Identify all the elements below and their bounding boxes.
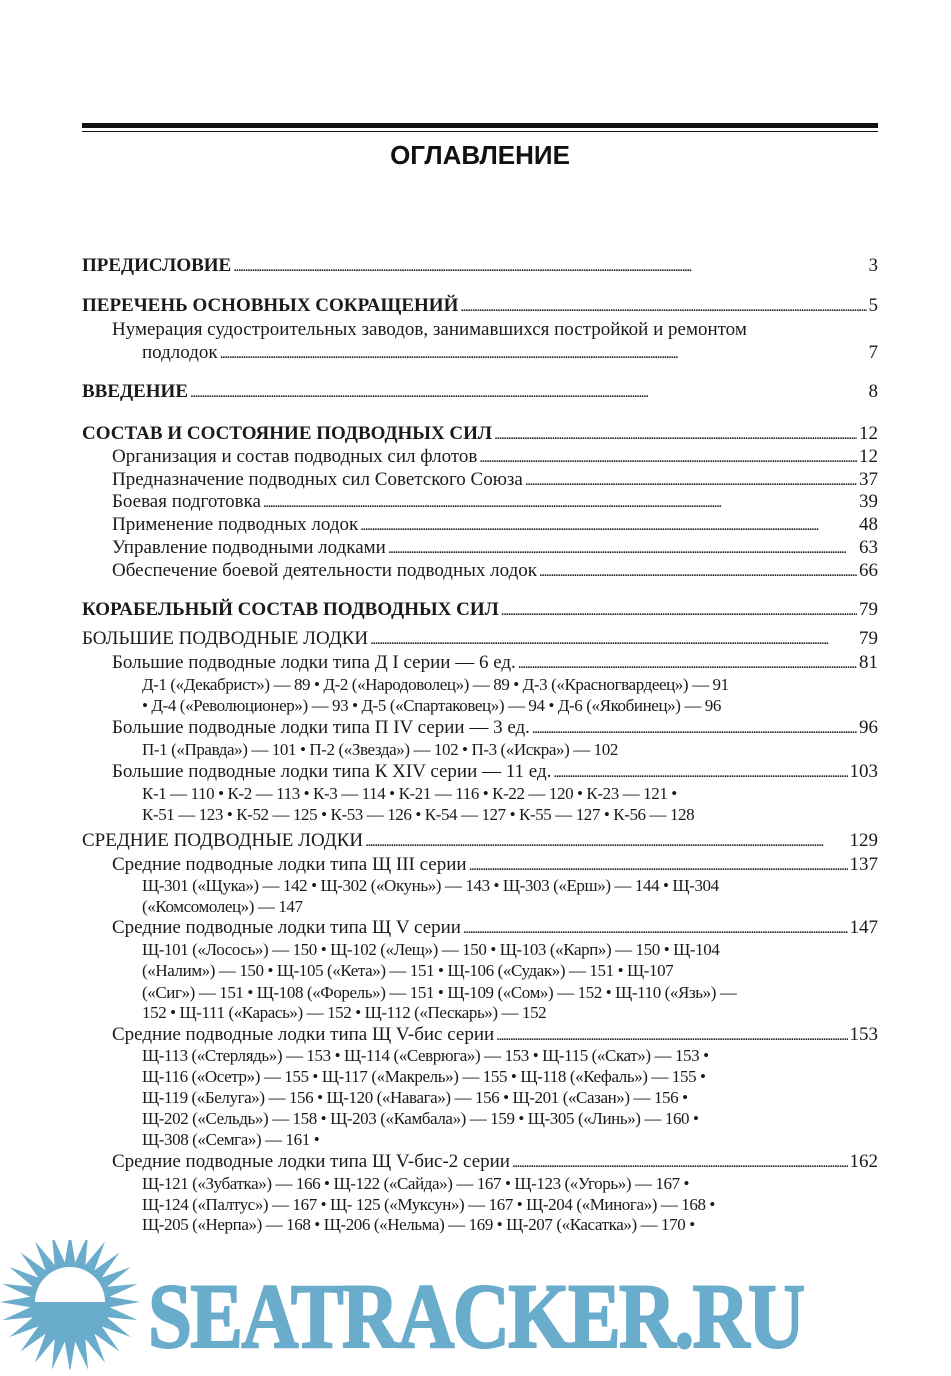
dot-leader <box>532 717 857 740</box>
toc-page-number: 8 <box>868 381 878 402</box>
toc-page-number: 129 <box>849 830 878 851</box>
toc-submarine-list-line <box>142 1066 878 1088</box>
toc-submarine-list-line <box>142 1002 878 1024</box>
toc-entry <box>112 319 878 341</box>
toc-entry-title: СРЕДНИЕ ПОДВОДНЫЕ ЛОДКИ <box>82 830 364 851</box>
toc-entry-title: Большие подводные лодки типа Д I серии — 6 ед. <box>112 652 516 673</box>
dot-leader <box>463 917 848 940</box>
toc-entry-title: («Налим») — 150 • Щ-105 («Кета») — 151 • Щ-106 («Судак») — 151 • Щ-107 <box>142 961 674 980</box>
toc-entry <box>82 830 878 852</box>
toc-entry-title: • Д-4 («Революционер») — 93 • Д-5 («Спартаковец») — 94 • Д-6 («Якобинец») — 96 <box>142 696 722 715</box>
toc-entry <box>112 514 878 536</box>
toc-entry-title: БОЛЬШИЕ ПОДВОДНЫЕ ЛОДКИ <box>82 628 369 649</box>
toc-entry <box>112 917 878 939</box>
toc-page-number: 79 <box>859 599 878 620</box>
toc-entry-title: Средние подводные лодки типа Щ V-бис серии <box>112 1024 495 1045</box>
toc-submarine-list-line <box>142 960 878 982</box>
dot-leader <box>539 560 857 583</box>
toc-page-number: 37 <box>859 469 878 490</box>
toc-entry <box>112 1024 878 1046</box>
toc-entry <box>112 560 878 582</box>
dot-leader <box>233 255 866 278</box>
toc-entry <box>142 342 878 364</box>
header-rule-thick <box>82 123 878 128</box>
toc-submarine-list-line <box>142 804 878 826</box>
toc-page-number: 7 <box>868 342 878 363</box>
toc-entry-title: Щ-202 («Сельдь») — 158 • Щ-203 («Камбала») — 159 • Щ-305 («Линь») — 160 • <box>142 1109 699 1128</box>
toc-submarine-list-line <box>142 1194 878 1216</box>
toc-entry <box>82 628 878 650</box>
toc-submarine-list-line <box>142 739 878 761</box>
toc-page-number: 12 <box>859 446 878 467</box>
toc-entry-title: ПЕРЕЧЕНЬ ОСНОВНЫХ СОКРАЩЕНИЙ <box>82 295 459 316</box>
toc-page-number: 5 <box>868 295 878 316</box>
toc-submarine-list-line <box>142 982 878 1004</box>
watermark-text: SEATRACKER.RU <box>148 1265 804 1367</box>
toc-entry-title: Д-1 («Декабрист») — 89 • Д-2 («Народоволец») — 89 • Д-3 («Красногвардеец») — 91 <box>142 675 729 694</box>
toc-entry <box>82 295 878 317</box>
toc-entry-title: Щ-101 («Лосось») — 150 • Щ-102 («Лещ») — 150 • Щ-103 («Карп») — 150 • Щ-104 <box>142 940 720 959</box>
dot-leader <box>460 295 866 318</box>
toc-submarine-list-line <box>142 939 878 961</box>
toc-entry-title: Большие подводные лодки типа П IV серии — 3 ед. <box>112 717 530 738</box>
toc-entry-title: («Сиг») — 151 • Щ-108 («Форель») — 151 • Щ-109 («Сом») — 152 • Щ-110 («Язь») — <box>142 983 737 1002</box>
toc-entry-title: П-1 («Правда») — 101 • П-2 («Звезда») — 102 • П-3 («Искра») — 102 <box>142 740 618 759</box>
dot-leader <box>360 514 857 537</box>
dot-leader <box>518 652 857 675</box>
toc-entry-title: Боевая подготовка <box>112 491 261 512</box>
toc-submarine-list-line <box>142 1173 878 1195</box>
toc-page-number: 48 <box>859 514 878 535</box>
toc-page-number: 79 <box>859 628 878 649</box>
toc-page-number: 3 <box>868 255 878 276</box>
toc-submarine-list-line <box>142 695 878 717</box>
toc-entry-title: Средние подводные лодки типа Щ III серии <box>112 854 467 875</box>
toc-submarine-list-line <box>142 783 878 805</box>
toc-submarine-list-line <box>142 674 878 696</box>
dot-leader <box>494 423 857 446</box>
toc-entry <box>112 761 878 783</box>
dot-leader <box>501 599 857 622</box>
toc-entry-title: Средние подводные лодки типа Щ V серии <box>112 917 461 938</box>
dot-leader <box>365 830 847 853</box>
toc-page-number: 39 <box>859 491 878 512</box>
dot-leader <box>525 469 857 492</box>
toc-entry-title: Применение подводных лодок <box>112 514 359 535</box>
toc-entry <box>112 1151 878 1173</box>
toc-entry-title: подлодок <box>142 342 218 363</box>
toc-page-number: 63 <box>859 537 878 558</box>
toc-entry-title: («Комсомолец») — 147 <box>142 897 303 916</box>
toc-entry <box>112 446 878 468</box>
toc-entry-title: Щ-308 («Семга») — 161 • <box>142 1130 320 1149</box>
toc-page-number: 103 <box>849 761 878 782</box>
toc-entry-title: Щ-205 («Нерпа») — 168 • Щ-206 («Нельма) — 169 • Щ-207 («Касатка») — 170 • <box>142 1215 695 1234</box>
toc-submarine-list-line <box>142 1214 878 1236</box>
dot-leader <box>469 854 848 877</box>
toc-page-number: 81 <box>859 652 878 673</box>
dot-leader <box>190 381 867 404</box>
dot-leader <box>220 342 867 365</box>
header-rule-thin <box>82 131 878 132</box>
toc-entry <box>112 717 878 739</box>
toc-entry-title: Большие подводные лодки типа К XIV серии — 11 ед. <box>112 761 552 782</box>
toc-entry <box>82 423 878 445</box>
toc-entry-title: К-1 — 110 • К-2 — 113 • К-3 — 114 • К-21 — 116 • К-22 — 120 • К-23 — 121 • <box>142 784 677 803</box>
toc-entry-title: Щ-116 («Осетр») — 155 • Щ-117 («Макрель») — 155 • Щ-118 («Кефаль») — 155 • <box>142 1067 706 1086</box>
toc-entry <box>112 469 878 491</box>
toc-page-number: 96 <box>859 717 878 738</box>
toc-submarine-list-line <box>142 875 878 897</box>
toc-page-number: 12 <box>859 423 878 444</box>
dot-leader <box>263 491 857 514</box>
toc-entry <box>82 255 878 277</box>
toc-entry <box>82 599 878 621</box>
toc-entry-title: Щ-121 («Зубатка») — 166 • Щ-122 («Сайда») — 167 • Щ-123 («Угорь») — 167 • <box>142 1174 690 1193</box>
toc-page-number: 66 <box>859 560 878 581</box>
toc-entry-title: К-51 — 123 • К-52 — 125 • К-53 — 126 • К-54 — 127 • К-55 — 127 • К-56 — 128 <box>142 805 695 824</box>
toc-entry-title: Предназначение подводных сил Советского Союза <box>112 469 523 490</box>
toc-entry-title: Щ-113 («Стерлядь») — 153 • Щ-114 («Севрюга») — 153 • Щ-115 («Скат») — 153 • <box>142 1046 709 1065</box>
toc-entry-title: Щ-124 («Палтус») — 167 • Щ- 125 («Муксун») — 167 • Щ-204 («Минога») — 168 • <box>142 1195 715 1214</box>
toc-entry <box>112 491 878 513</box>
toc-page-number: 162 <box>849 1151 878 1172</box>
toc-submarine-list-line <box>142 1129 878 1151</box>
dot-leader <box>512 1151 848 1174</box>
dot-leader <box>496 1024 847 1047</box>
toc-entry-title: 152 • Щ-111 («Карась») — 152 • Щ-112 («Пескарь») — 152 <box>142 1003 547 1022</box>
toc-entry <box>112 652 878 674</box>
toc-entry <box>82 381 878 403</box>
toc-entry-title: Щ-301 («Щука») — 142 • Щ-302 («Окунь») — 143 • Щ-303 («Ерш») — 144 • Щ-304 <box>142 876 719 895</box>
toc-submarine-list-line <box>142 896 878 918</box>
toc-entry-title: Средние подводные лодки типа Щ V-бис-2 серии <box>112 1151 510 1172</box>
toc-entry-title: СОСТАВ И СОСТОЯНИЕ ПОДВОДНЫХ СИЛ <box>82 423 493 444</box>
toc-entry-title: Обеспечение боевой деятельности подводных лодок <box>112 560 537 581</box>
toc-entry-title: ВВЕДЕНИЕ <box>82 381 188 402</box>
toc-page-number: 153 <box>849 1024 878 1045</box>
toc-entry-title: Щ-119 («Белуга») — 156 • Щ-120 («Навага») — 156 • Щ-201 («Сазан») — 156 • <box>142 1088 688 1107</box>
toc-entry <box>112 537 878 559</box>
toc-entry-title: КОРАБЕЛЬНЫЙ СОСТАВ ПОДВОДНЫХ СИЛ <box>82 599 499 620</box>
dot-leader <box>388 537 857 560</box>
toc-page-number: 147 <box>849 917 878 938</box>
toc-submarine-list-line <box>142 1108 878 1130</box>
toc-entry <box>112 854 878 876</box>
toc-page-number: 137 <box>849 854 878 875</box>
page-title: ОГЛАВЛЕНИЕ <box>390 140 570 170</box>
toc-entry-title: Управление подводными лодками <box>112 537 386 558</box>
toc-entry-title: Нумерация судостроительных заводов, занимавшихся постройкой и ремонтом <box>112 319 747 340</box>
dot-leader <box>479 446 857 469</box>
dot-leader <box>370 628 857 651</box>
dot-leader <box>553 761 847 784</box>
toc-entry-title: Организация и состав подводных сил флотов <box>112 446 478 467</box>
toc-entry-title: ПРЕДИСЛОВИЕ <box>82 255 232 276</box>
toc-submarine-list-line <box>142 1087 878 1109</box>
toc-submarine-list-line <box>142 1045 878 1067</box>
